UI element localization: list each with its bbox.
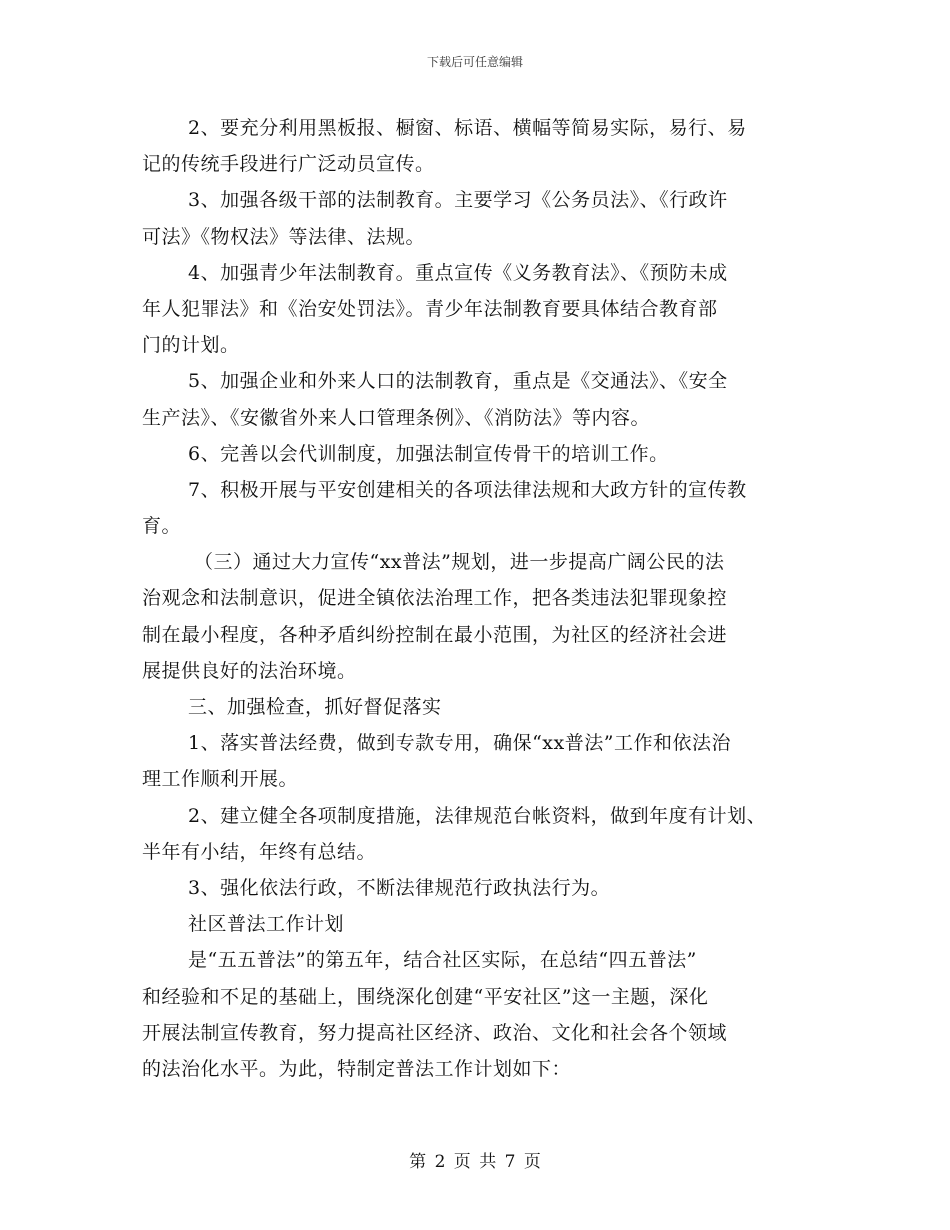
paragraph-line: 生产法》、《安徽省外来人口管理条例》、《消防法》等内容。 [142, 406, 651, 429]
paragraph-line: 是“五五普法”的第五年，结合社区实际，在总结“四五普法” [188, 949, 697, 972]
paragraph-line: 门的计划。 [142, 334, 240, 357]
paragraph-line: 2、建立健全各项制度措施，法律规范台帐资料，做到年度有计划、 [188, 804, 767, 827]
paragraph-line: 育。 [142, 515, 182, 538]
paragraph-line: 展提供良好的法治环境。 [142, 659, 357, 682]
paragraph-line: 3、加强各级干部的法制教育。主要学习《公务员法》、《行政许 [188, 189, 728, 212]
paragraph-line: 5、加强企业和外来人口的法制教育，重点是《交通法》、《安全 [188, 370, 728, 393]
document-body [142, 110, 822, 1087]
page-number: 第 2 页 共 7 页 [409, 1152, 541, 1172]
paragraph-line: 3、强化依法行政，不断法律规范行政执法行为。 [188, 876, 611, 899]
paragraph-line: 2、要充分利用黑板报、橱窗、标语、横幅等简易实际，易行、易 [188, 117, 747, 139]
document-subtitle: 社区普法工作计划 [188, 913, 345, 936]
paragraph-line: 的法治化水平。为此，特制定普法工作计划如下： [142, 1057, 572, 1080]
paragraph-line: 记的传统手段进行广泛动员宣传。 [142, 153, 435, 176]
paragraph-line: 和经验和不足的基础上，围绕深化创建“平安社区”这一主题，深化 [142, 985, 709, 1008]
paragraph-line: 开展法制宣传教育，努力提高社区经济、政治、文化和社会各个领域 [142, 1021, 728, 1044]
paragraph-line: 可法》《物权法》等法律、法规。 [142, 225, 426, 248]
paragraph-line: 1、落实普法经费，做到专款专用，确保“xx普法”工作和依法治 [188, 732, 731, 755]
paragraph-line: 7、积极开展与平安创建相关的各项法律法规和大政方针的宣传教 [188, 478, 747, 501]
paragraph-line: 理工作顺利开展。 [142, 768, 299, 791]
paragraph-line: 6、完善以会代训制度，加强法制宣传骨干的培训工作。 [188, 442, 669, 465]
paragraph-line: 年人犯罪法》和《治安处罚法》。青少年法制教育要具体结合教育部 [142, 297, 718, 320]
page-header: 下载后可任意编辑 [426, 55, 523, 69]
paragraph-line: （三）通过大力宣传“xx普法”规划，进一步提高广阔公民的法 [194, 551, 725, 574]
paragraph-line: 4、加强青少年法制教育。重点宣传《义务教育法》、《预防未成 [188, 261, 728, 284]
section-heading: 三、加强检查，抓好督促落实 [188, 696, 442, 718]
paragraph-line: 半年有小结，年终有总结。 [142, 840, 377, 863]
paragraph-line: 制在最小程度，各种矛盾纠纷控制在最小范围，为社区的经济社会进 [142, 623, 728, 646]
paragraph-line: 治观念和法制意识，促进全镇依法治理工作，把各类违法犯罪现象控 [142, 587, 728, 610]
